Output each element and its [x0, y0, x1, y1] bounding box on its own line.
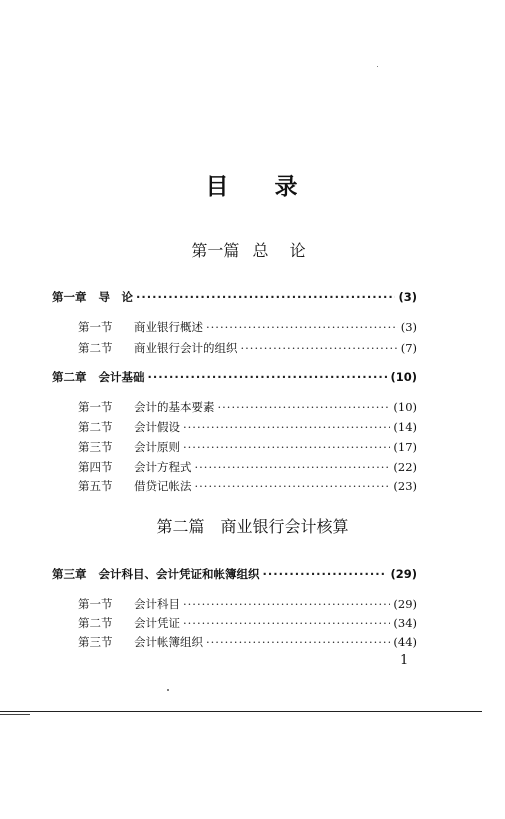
section-number: 第三节: [78, 440, 113, 454]
dot-leader: [263, 567, 388, 581]
section-page: (3): [400, 320, 417, 334]
scan-speck: [167, 689, 169, 691]
section-page: (10): [393, 400, 417, 414]
dot-leader: [218, 400, 391, 414]
title-char-2: 录: [274, 174, 300, 200]
section-number: 第四节: [78, 460, 113, 474]
section-title: 会计原则: [134, 440, 180, 454]
dot-leader: [183, 597, 390, 611]
toc-section: [78, 319, 417, 335]
chapter-number: 第二章: [52, 370, 87, 384]
chapter-page: (3): [398, 290, 417, 304]
part-name: 商业银行会计核算: [220, 517, 349, 536]
scan-edge-line: [0, 714, 30, 715]
chapter-title: 会计基础: [98, 370, 145, 384]
section-page: (29): [393, 597, 417, 611]
section-number: 第三节: [78, 635, 113, 649]
section-number: 第二节: [78, 616, 113, 630]
section-title: 会计科目: [134, 597, 180, 611]
dot-leader: [183, 420, 390, 434]
chapter-page: (29): [390, 567, 417, 581]
dot-leader: [206, 320, 398, 334]
toc-chapter: [52, 369, 417, 385]
section-number: 第一节: [78, 320, 113, 334]
dot-leader: [206, 635, 390, 649]
toc-section: [78, 634, 417, 650]
part-heading-1: [0, 238, 505, 261]
part-word-1: 总: [252, 241, 269, 260]
section-title: 会计方程式: [134, 460, 192, 474]
dot-leader: [183, 440, 390, 454]
toc-section: [78, 439, 417, 455]
toc-chapter: [52, 289, 417, 305]
part-heading-2: [0, 514, 505, 537]
toc-chapter: [52, 566, 417, 582]
page-title: [0, 168, 505, 201]
dot-leader: [136, 290, 395, 304]
section-title: 会计假设: [134, 420, 180, 434]
section-page: (22): [393, 460, 417, 474]
dot-leader: [195, 479, 391, 493]
section-page: (7): [400, 341, 417, 355]
chapter-page: (10): [390, 370, 417, 384]
section-page: (14): [393, 420, 417, 434]
toc-section: [78, 459, 417, 475]
section-title: 会计凭证: [134, 616, 180, 630]
section-number: 第五节: [78, 479, 113, 493]
part-label: 第二篇: [156, 517, 205, 536]
dot-leader: [148, 370, 388, 384]
toc-section: [78, 615, 417, 631]
section-page: (23): [393, 479, 417, 493]
scan-edge-line: [0, 711, 482, 712]
section-number: 第一节: [78, 597, 113, 611]
scan-speck: [377, 66, 378, 67]
part-word-2: 论: [289, 241, 306, 260]
toc-section: [78, 478, 417, 494]
dot-leader: [241, 341, 398, 355]
chapter-title: 会计科目、会计凭证和帐簿组织: [98, 567, 260, 581]
section-number: 第二节: [78, 420, 113, 434]
chapter-title: 导 论: [98, 290, 133, 304]
section-page: (34): [393, 616, 417, 630]
section-title: 借贷记帐法: [134, 479, 192, 493]
toc-section: [78, 419, 417, 435]
dot-leader: [183, 616, 390, 630]
section-page: (44): [393, 635, 417, 649]
section-title: 会计帐簿组织: [134, 635, 203, 649]
toc-section: [78, 596, 417, 612]
section-page: (17): [393, 440, 417, 454]
chapter-number: 第三章: [52, 567, 87, 581]
page-number: 1: [400, 653, 409, 668]
toc-section: [78, 340, 417, 356]
toc-section: [78, 399, 417, 415]
section-title: 商业银行会计的组织: [134, 341, 238, 355]
part-label: 第一篇: [191, 241, 240, 260]
section-title: 商业银行概述: [134, 320, 203, 334]
section-number: 第二节: [78, 341, 113, 355]
dot-leader: [195, 460, 391, 474]
title-char-1: 目: [205, 174, 231, 200]
section-title: 会计的基本要素: [134, 400, 215, 414]
chapter-number: 第一章: [52, 290, 87, 304]
section-number: 第一节: [78, 400, 113, 414]
